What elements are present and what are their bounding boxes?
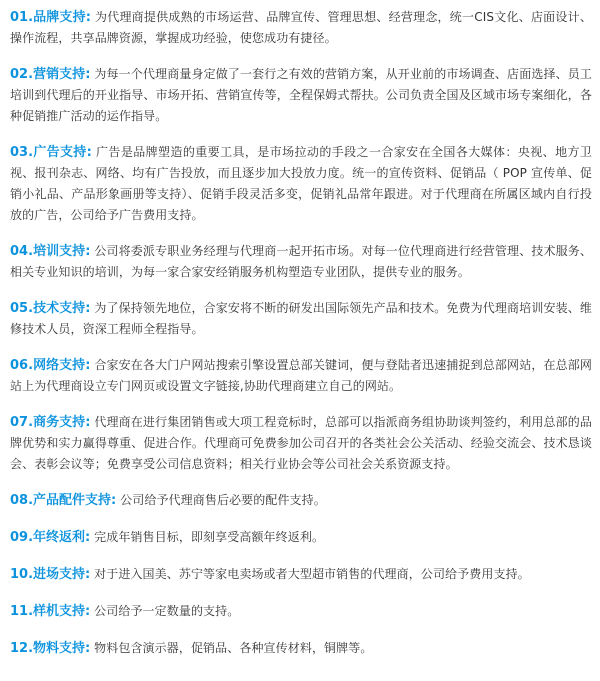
support-item-body: 为代理商提供成熟的市场运营、品牌宣传、管理思想、经营理念，统一CIS文化、店面设计、操作流程，共享品牌资源，掌握成功经验，使您成功有捷径。 (10, 10, 592, 45)
support-item-title: 01.品牌支持: (10, 10, 91, 25)
support-item-04 (10, 241, 592, 283)
support-item-body: 完成年销售目标，即刻享受高额年终返利。 (94, 530, 325, 544)
support-item-05 (10, 298, 592, 340)
support-item-body: 广告是品牌塑造的重要工具，是市场拉动的手段之一合家安在全国各大媒体：央视、地方卫视、报刊杂志、网络、均有广告投放，而且逐步加大投放力度。统一的宣传资料、促销品（ POP 宣传单、促销小礼品、产品形象画册等支持）、促销手段灵活多变，促销礼品常年跟进。对于代理商在所属区域内自行投放的广告，公司给予广告费用支持。 (10, 145, 592, 222)
support-item-10 (10, 564, 592, 585)
support-item-body: 为每一个代理商量身定做了一套行之有效的营销方案，从开业前的市场调查、店面选择、员工培训到代理后的开业指导、市场开拓、营销宣传等，全程保姆式帮扶。公司负责全国及区域市场专案细化，各种促销推广活动的运作指导。 (10, 67, 592, 123)
support-item-09 (10, 527, 592, 548)
support-item-08 (10, 490, 592, 511)
support-item-title: 03.广告支持: (10, 145, 92, 160)
support-item-title: 10.进场支持: (10, 567, 91, 582)
support-item-title: 06.网络支持: (10, 358, 91, 373)
support-item-body: 代理商在进行集团销售或大项工程竞标时，总部可以指派商务组协助谈判签约，利用总部的品牌优势和实力赢得尊重、促进合作。代理商可免费参加公司召开的各类社会公关活动、经验交流会、技术恳谈会、表彰会议等；免费享受公司信息资料；相关行业协会等公司社会关系资源支持。 (10, 415, 592, 471)
support-item-title: 07.商务支持: (10, 415, 91, 430)
support-item-07 (10, 412, 592, 475)
support-item-11 (10, 601, 592, 622)
support-item-body: 为了保持领先地位，合家安将不断的研发出国际领先产品和技术。免费为代理商培训安装、维修技术人员，资深工程师全程指导。 (10, 301, 592, 336)
support-item-03 (10, 142, 592, 226)
support-item-12 (10, 638, 592, 659)
support-item-01 (10, 7, 592, 49)
support-item-body: 公司给予代理商售后必要的配件支持。 (120, 493, 326, 507)
support-item-02 (10, 64, 592, 127)
support-item-body: 物料包含演示器，促销品、各种宣传材料，铜牌等。 (94, 641, 373, 655)
support-item-title: 09.年终返利: (10, 530, 91, 545)
support-item-title: 02.营销支持: (10, 67, 91, 82)
support-item-06 (10, 355, 592, 397)
support-item-title: 12.物料支持: (10, 641, 91, 656)
support-item-body: 合家安在各大门户网站搜索引擎设置总部关键词，便与登陆者迅速捕捉到总部网站，在总部网站上为代理商设立专门网页或设置文字链接,协助代理商建立自己的网站。 (10, 358, 592, 393)
support-item-body: 公司给予一定数量的支持。 (94, 604, 240, 618)
support-item-body: 对于进入国美、苏宁等家电卖场或者大型超市销售的代理商，公司给予费用支持。 (94, 567, 530, 581)
support-item-title: 08.产品配件支持: (10, 493, 117, 508)
support-item-body: 公司将委派专职业务经理与代理商一起开拓市场。对每一位代理商进行经营管理、技术服务、相关专业知识的培训，为每一家合家安经销服务机构塑造专业团队，提供专业的服务。 (10, 244, 592, 279)
support-item-title: 04.培训支持: (10, 244, 91, 259)
support-item-title: 11.样机支持: (10, 604, 91, 619)
support-item-title: 05.技术支持: (10, 301, 91, 316)
